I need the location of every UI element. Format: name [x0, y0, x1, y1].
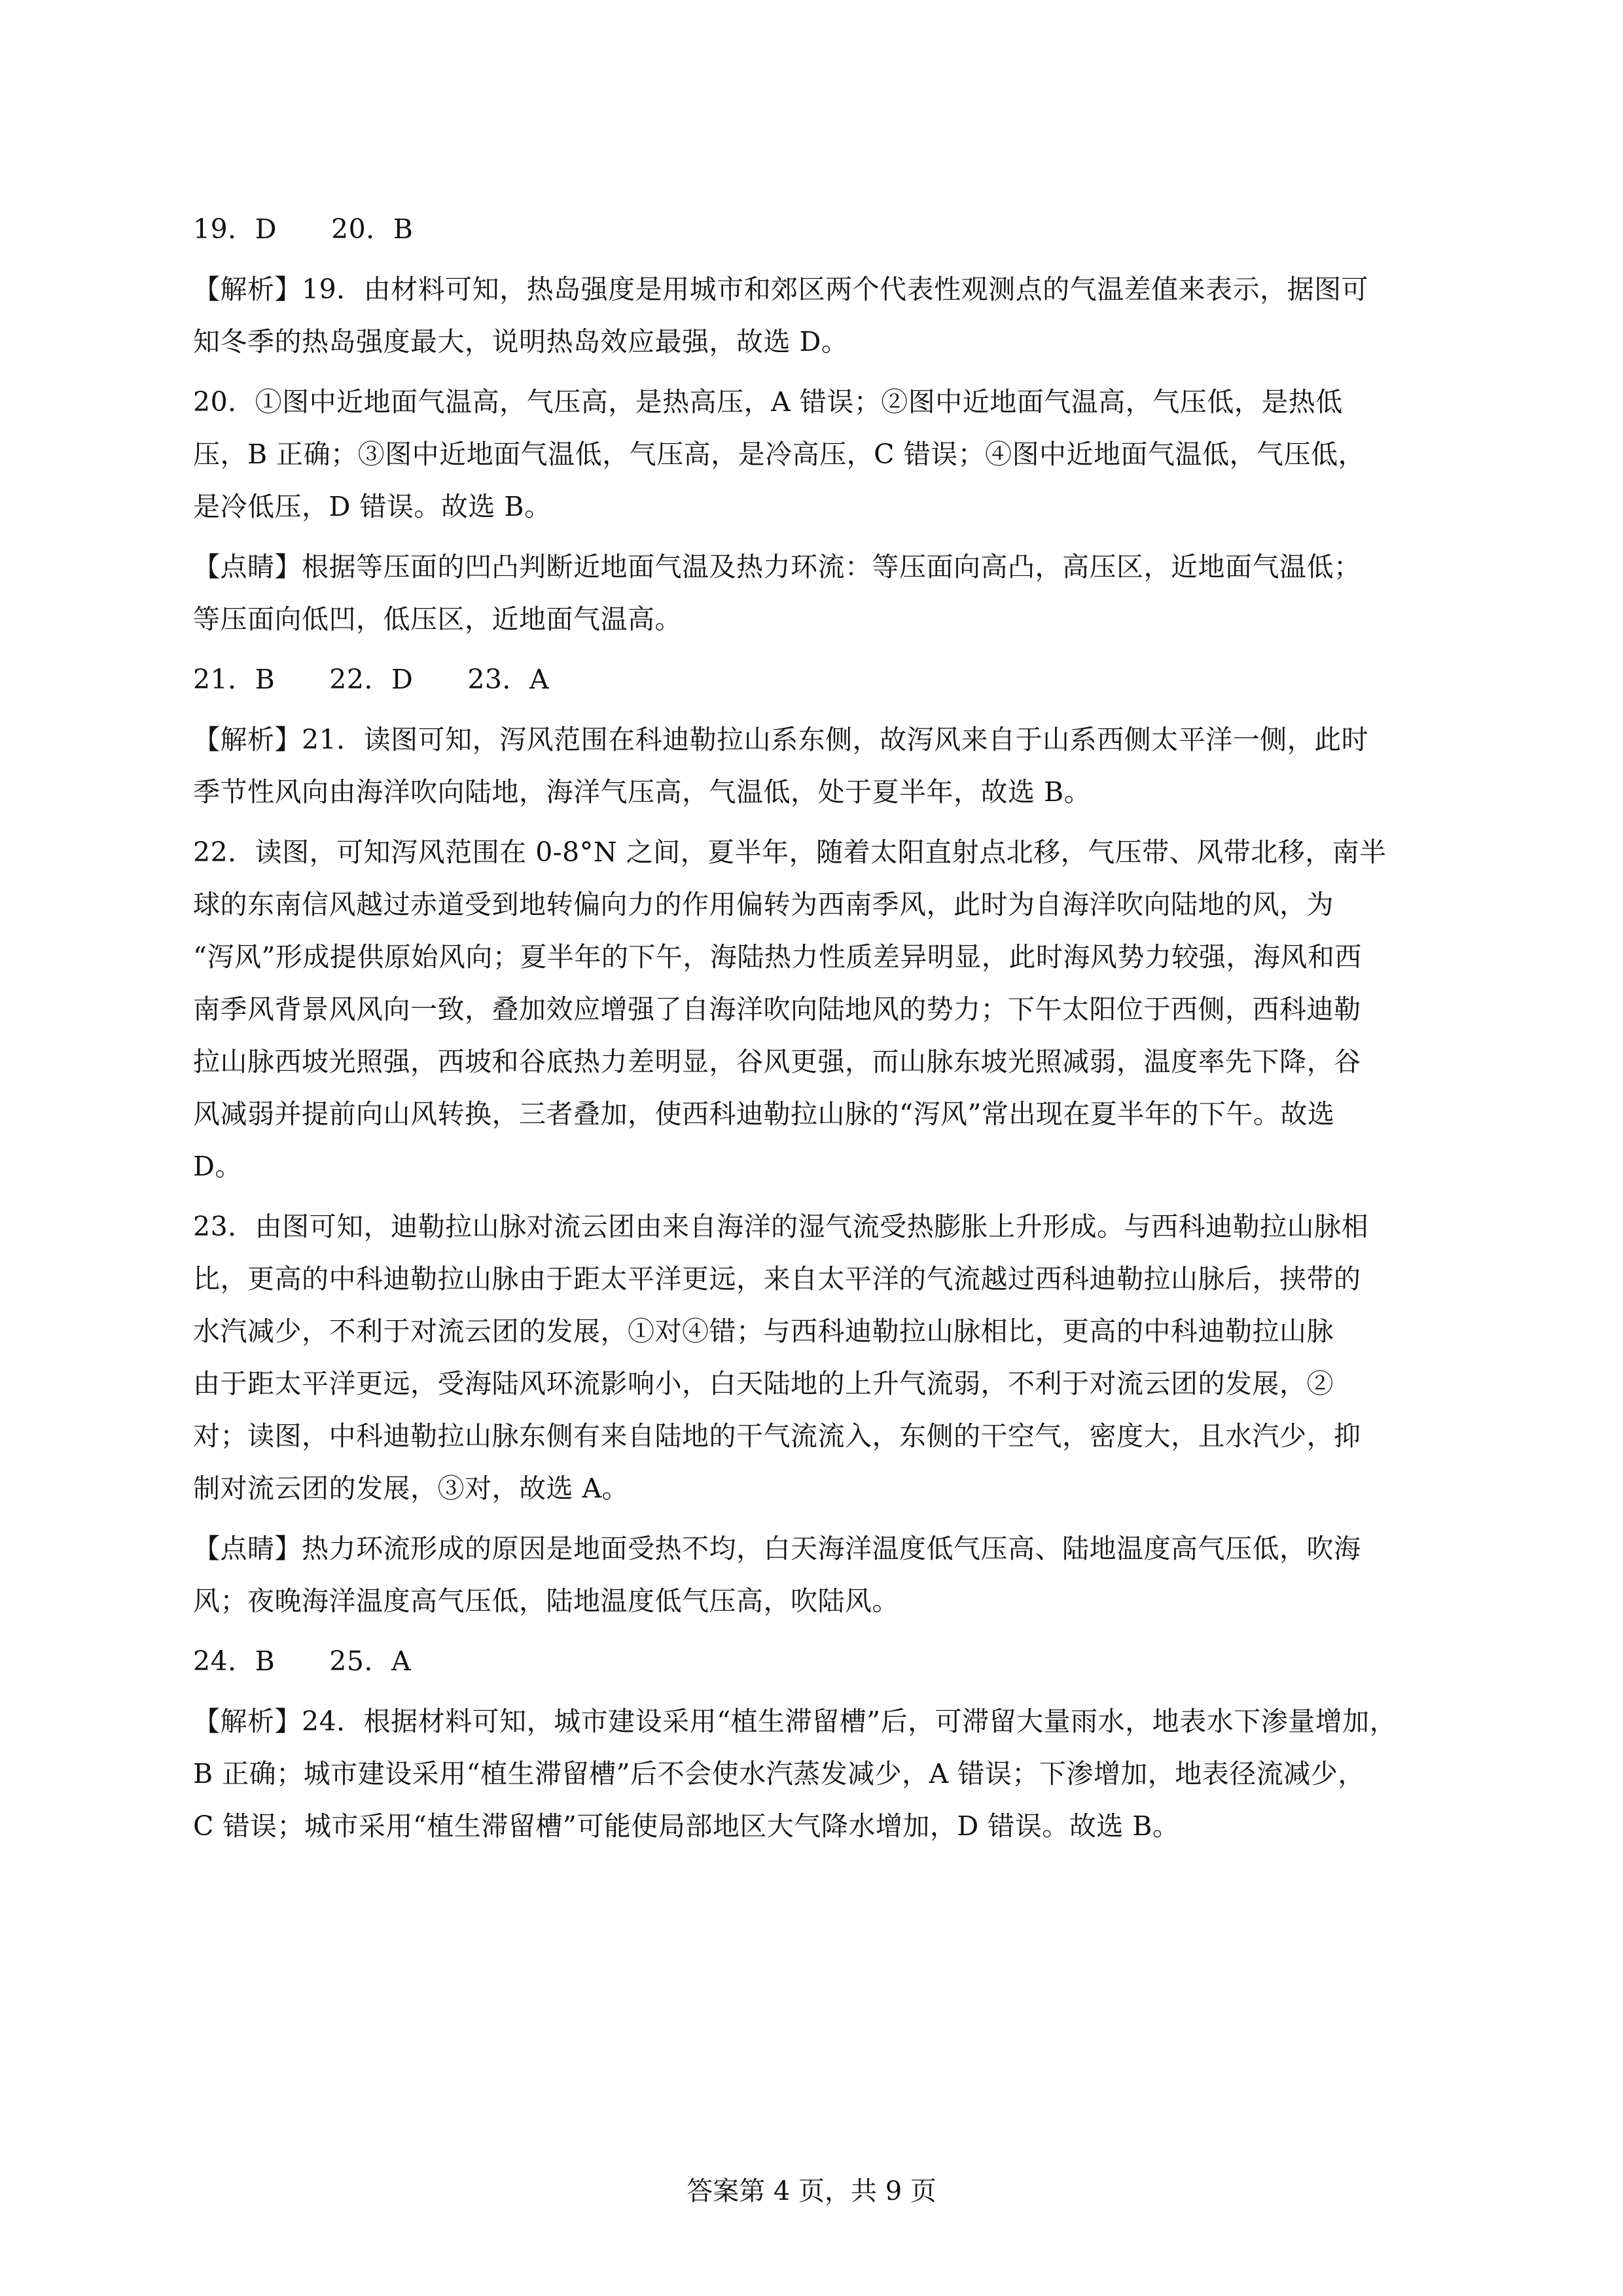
- analysis-21-line-2: 季节性风向由海洋吹向陆地，海洋气压高，气温低，处于夏半年，故选 B。: [193, 776, 1092, 808]
- analysis-19-line-1: 【解析】19．由材料可知，热岛强度是用城市和郊区两个代表性观测点的气温差值来表示，据图可: [193, 274, 1369, 305]
- analysis-23-line-1: 23．由图可知，迪勒拉山脉对流云团由来自海洋的湿气流受热膨胀上升形成。与西科迪勒拉山脉相: [193, 1211, 1369, 1242]
- tip-21-23-line-1: 【点睛】热力环流形成的原因是地面受热不均，白天海洋温度低气压高、陆地温度高气压低，吹海: [193, 1533, 1361, 1564]
- analysis-19-line-2: 知冬季的热岛强度最大，说明热岛效应最强，故选 D。: [193, 326, 849, 357]
- analysis-23-line-3: 水汽减少，不利于对流云团的发展，①对④错；与西科迪勒拉山脉相比，更高的中科迪勒拉山脉: [193, 1316, 1334, 1347]
- analysis-23-line-6: 制对流云团的发展，③对，故选 A。: [193, 1473, 630, 1504]
- analysis-23-line-5: 对；读图，中科迪勒拉山脉东侧有来自陆地的干气流流入，东侧的干空气，密度大，且水汽少，抑: [193, 1420, 1361, 1452]
- answer-header-24-25: 24．B 25．A: [193, 1645, 412, 1677]
- tip-19-20-line-2: 等压面向低凹，低压区，近地面气温高。: [193, 603, 682, 635]
- analysis-22-line-1: 22．读图，可知泻风范围在 0-8°N 之间，夏半年，随着太阳直射点北移，气压带、风带北移，南半: [193, 836, 1387, 868]
- page-footer: 答案第 4 页，共 9 页: [687, 2176, 936, 2206]
- analysis-22-line-7: D。: [193, 1151, 242, 1182]
- analysis-20-line-1: 20．①图中近地面气温高，气压高，是热高压，A 错误；②图中近地面气温高，气压低，是热低: [193, 386, 1343, 418]
- analysis-20-line-2: 压，B 正确；③图中近地面气温低，气压高，是冷高压，C 错误；④图中近地面气温低，气压低，: [193, 439, 1366, 470]
- analysis-22-line-5: 拉山脉西坡光照强，西坡和谷底热力差明显，谷风更强，而山脉东坡光照减弱，温度率先下降，谷: [193, 1046, 1361, 1077]
- analysis-21-line-1: 【解析】21．读图可知，泻风范围在科迪勒拉山系东侧，故泻风来自于山系西侧太平洋一侧，此时: [193, 724, 1369, 755]
- analysis-24-line-3: C 错误；城市采用“植生滞留槽”可能使局部地区大气降水增加，D 错误。故选 B。: [193, 1810, 1180, 1842]
- tip-19-20-line-1: 【点睛】根据等压面的凹凸判断近地面气温及热力环流：等压面向高凸，高压区，近地面气温低；: [193, 551, 1361, 583]
- tip-21-23-line-2: 风；夜晚海洋温度高气压低，陆地温度低气压高，吹陆风。: [193, 1585, 899, 1617]
- analysis-22-line-2: 球的东南信风越过赤道受到地转偏向力的作用偏转为西南季风，此时为自海洋吹向陆地的风，为: [193, 889, 1334, 920]
- analysis-24-line-1: 【解析】24．根据材料可知，城市建设采用“植生滞留槽”后，可滞留大量雨水，地表水下渗量增加，: [193, 1706, 1397, 1737]
- analysis-20-line-3: 是冷低压，D 错误。故选 B。: [193, 491, 552, 522]
- analysis-22-line-6: 风减弱并提前向山风转换，三者叠加，使西科迪勒拉山脉的“泻风”常出现在夏半年的下午。故选: [193, 1098, 1335, 1130]
- analysis-23-line-2: 比，更高的中科迪勒拉山脉由于距太平洋更远，来自太平洋的气流越过西科迪勒拉山脉后，挟带的: [193, 1263, 1361, 1295]
- answer-header-21-23: 21．B 22．D 23．A: [193, 664, 550, 695]
- analysis-24-line-2: B 正确；城市建设采用“植生滞留槽”后不会使水汽蒸发减少，A 错误；下渗增加，地表径流减少，: [193, 1758, 1365, 1789]
- analysis-23-line-4: 由于距太平洋更远，受海陆风环流影响小，白天陆地的上升气流弱，不利于对流云团的发展，②: [193, 1368, 1334, 1399]
- analysis-22-line-3: “泻风”形成提供原始风向；夏半年的下午，海陆热力性质差异明显，此时海风势力较强，海风和西: [193, 941, 1362, 973]
- answer-page: [193, 203, 1430, 1852]
- analysis-22-line-4: 南季风背景风风向一致，叠加效应增强了自海洋吹向陆地风的势力；下午太阳位于西侧，西科迪勒: [193, 994, 1361, 1025]
- answer-header-19-20: 19．D 20．B: [193, 213, 414, 245]
